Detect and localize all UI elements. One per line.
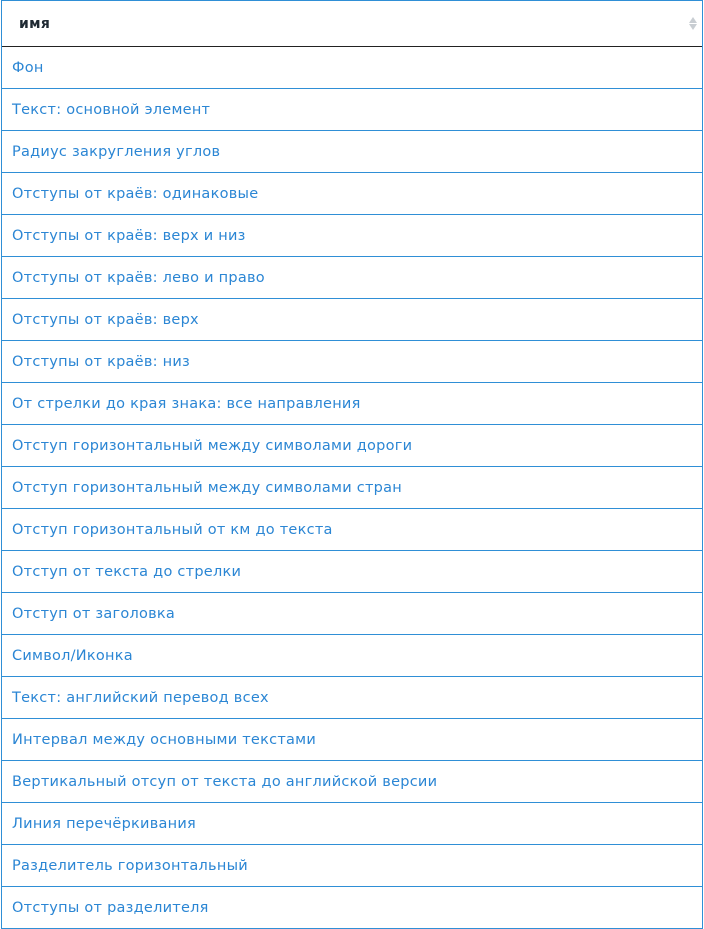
sort-down-icon	[689, 24, 697, 30]
row-link[interactable]: Отступы от краёв: лево и право	[12, 269, 265, 286]
table-row[interactable]	[2, 719, 702, 761]
row-link[interactable]: Фон	[12, 59, 44, 76]
table-row[interactable]	[2, 845, 702, 887]
table-row[interactable]	[2, 803, 702, 845]
table-row[interactable]	[2, 89, 702, 131]
names-table	[1, 0, 703, 929]
row-link[interactable]: Отступы от краёв: одинаковые	[12, 185, 259, 202]
column-header-label: имя	[19, 15, 51, 32]
sort-arrows-icon[interactable]	[688, 16, 698, 32]
table-row[interactable]	[2, 299, 702, 341]
row-link[interactable]: Отступы от краёв: верх	[12, 311, 199, 328]
table-row[interactable]	[2, 551, 702, 593]
table-row[interactable]	[2, 383, 702, 425]
row-link[interactable]: Символ/Иконка	[12, 647, 133, 664]
table-row[interactable]	[2, 593, 702, 635]
table-row[interactable]	[2, 887, 702, 929]
row-link[interactable]: Отступ от заголовка	[12, 605, 176, 622]
table-row[interactable]	[2, 509, 702, 551]
table-row[interactable]	[2, 257, 702, 299]
row-link[interactable]: Линия перечёркивания	[12, 815, 197, 832]
row-link[interactable]: Интервал между основными текстами	[12, 731, 317, 748]
sort-up-icon	[689, 17, 697, 23]
table-row[interactable]	[2, 341, 702, 383]
row-link[interactable]: Вертикальный отсуп от текста до английской версии	[12, 773, 438, 790]
table-row[interactable]	[2, 677, 702, 719]
table-row[interactable]	[2, 635, 702, 677]
table-row[interactable]	[2, 215, 702, 257]
table-row[interactable]	[2, 173, 702, 215]
row-link[interactable]: Отступы от краёв: верх и низ	[12, 227, 246, 244]
table-body	[2, 47, 702, 929]
column-header-name[interactable]	[2, 1, 702, 47]
row-link[interactable]: Текст: английский перевод всех	[12, 689, 269, 706]
row-link[interactable]: Радиус закругления углов	[12, 143, 221, 160]
table-row[interactable]	[2, 467, 702, 509]
row-link[interactable]: Отступ горизонтальный между символами дороги	[12, 437, 413, 454]
row-link[interactable]: Текст: основной элемент	[12, 101, 211, 118]
row-link[interactable]: Отступ от текста до стрелки	[12, 563, 242, 580]
row-link[interactable]: Отступы от краёв: низ	[12, 353, 190, 370]
table-row[interactable]	[2, 425, 702, 467]
table-row[interactable]	[2, 761, 702, 803]
table-row[interactable]	[2, 47, 702, 89]
table-row[interactable]	[2, 131, 702, 173]
row-link[interactable]: Отступ горизонтальный от км до текста	[12, 521, 333, 538]
row-link[interactable]: Отступы от разделителя	[12, 899, 209, 916]
row-link[interactable]: От стрелки до края знака: все направления	[12, 395, 361, 412]
row-link[interactable]: Отступ горизонтальный между символами стран	[12, 479, 402, 496]
row-link[interactable]: Разделитель горизонтальный	[12, 857, 248, 874]
